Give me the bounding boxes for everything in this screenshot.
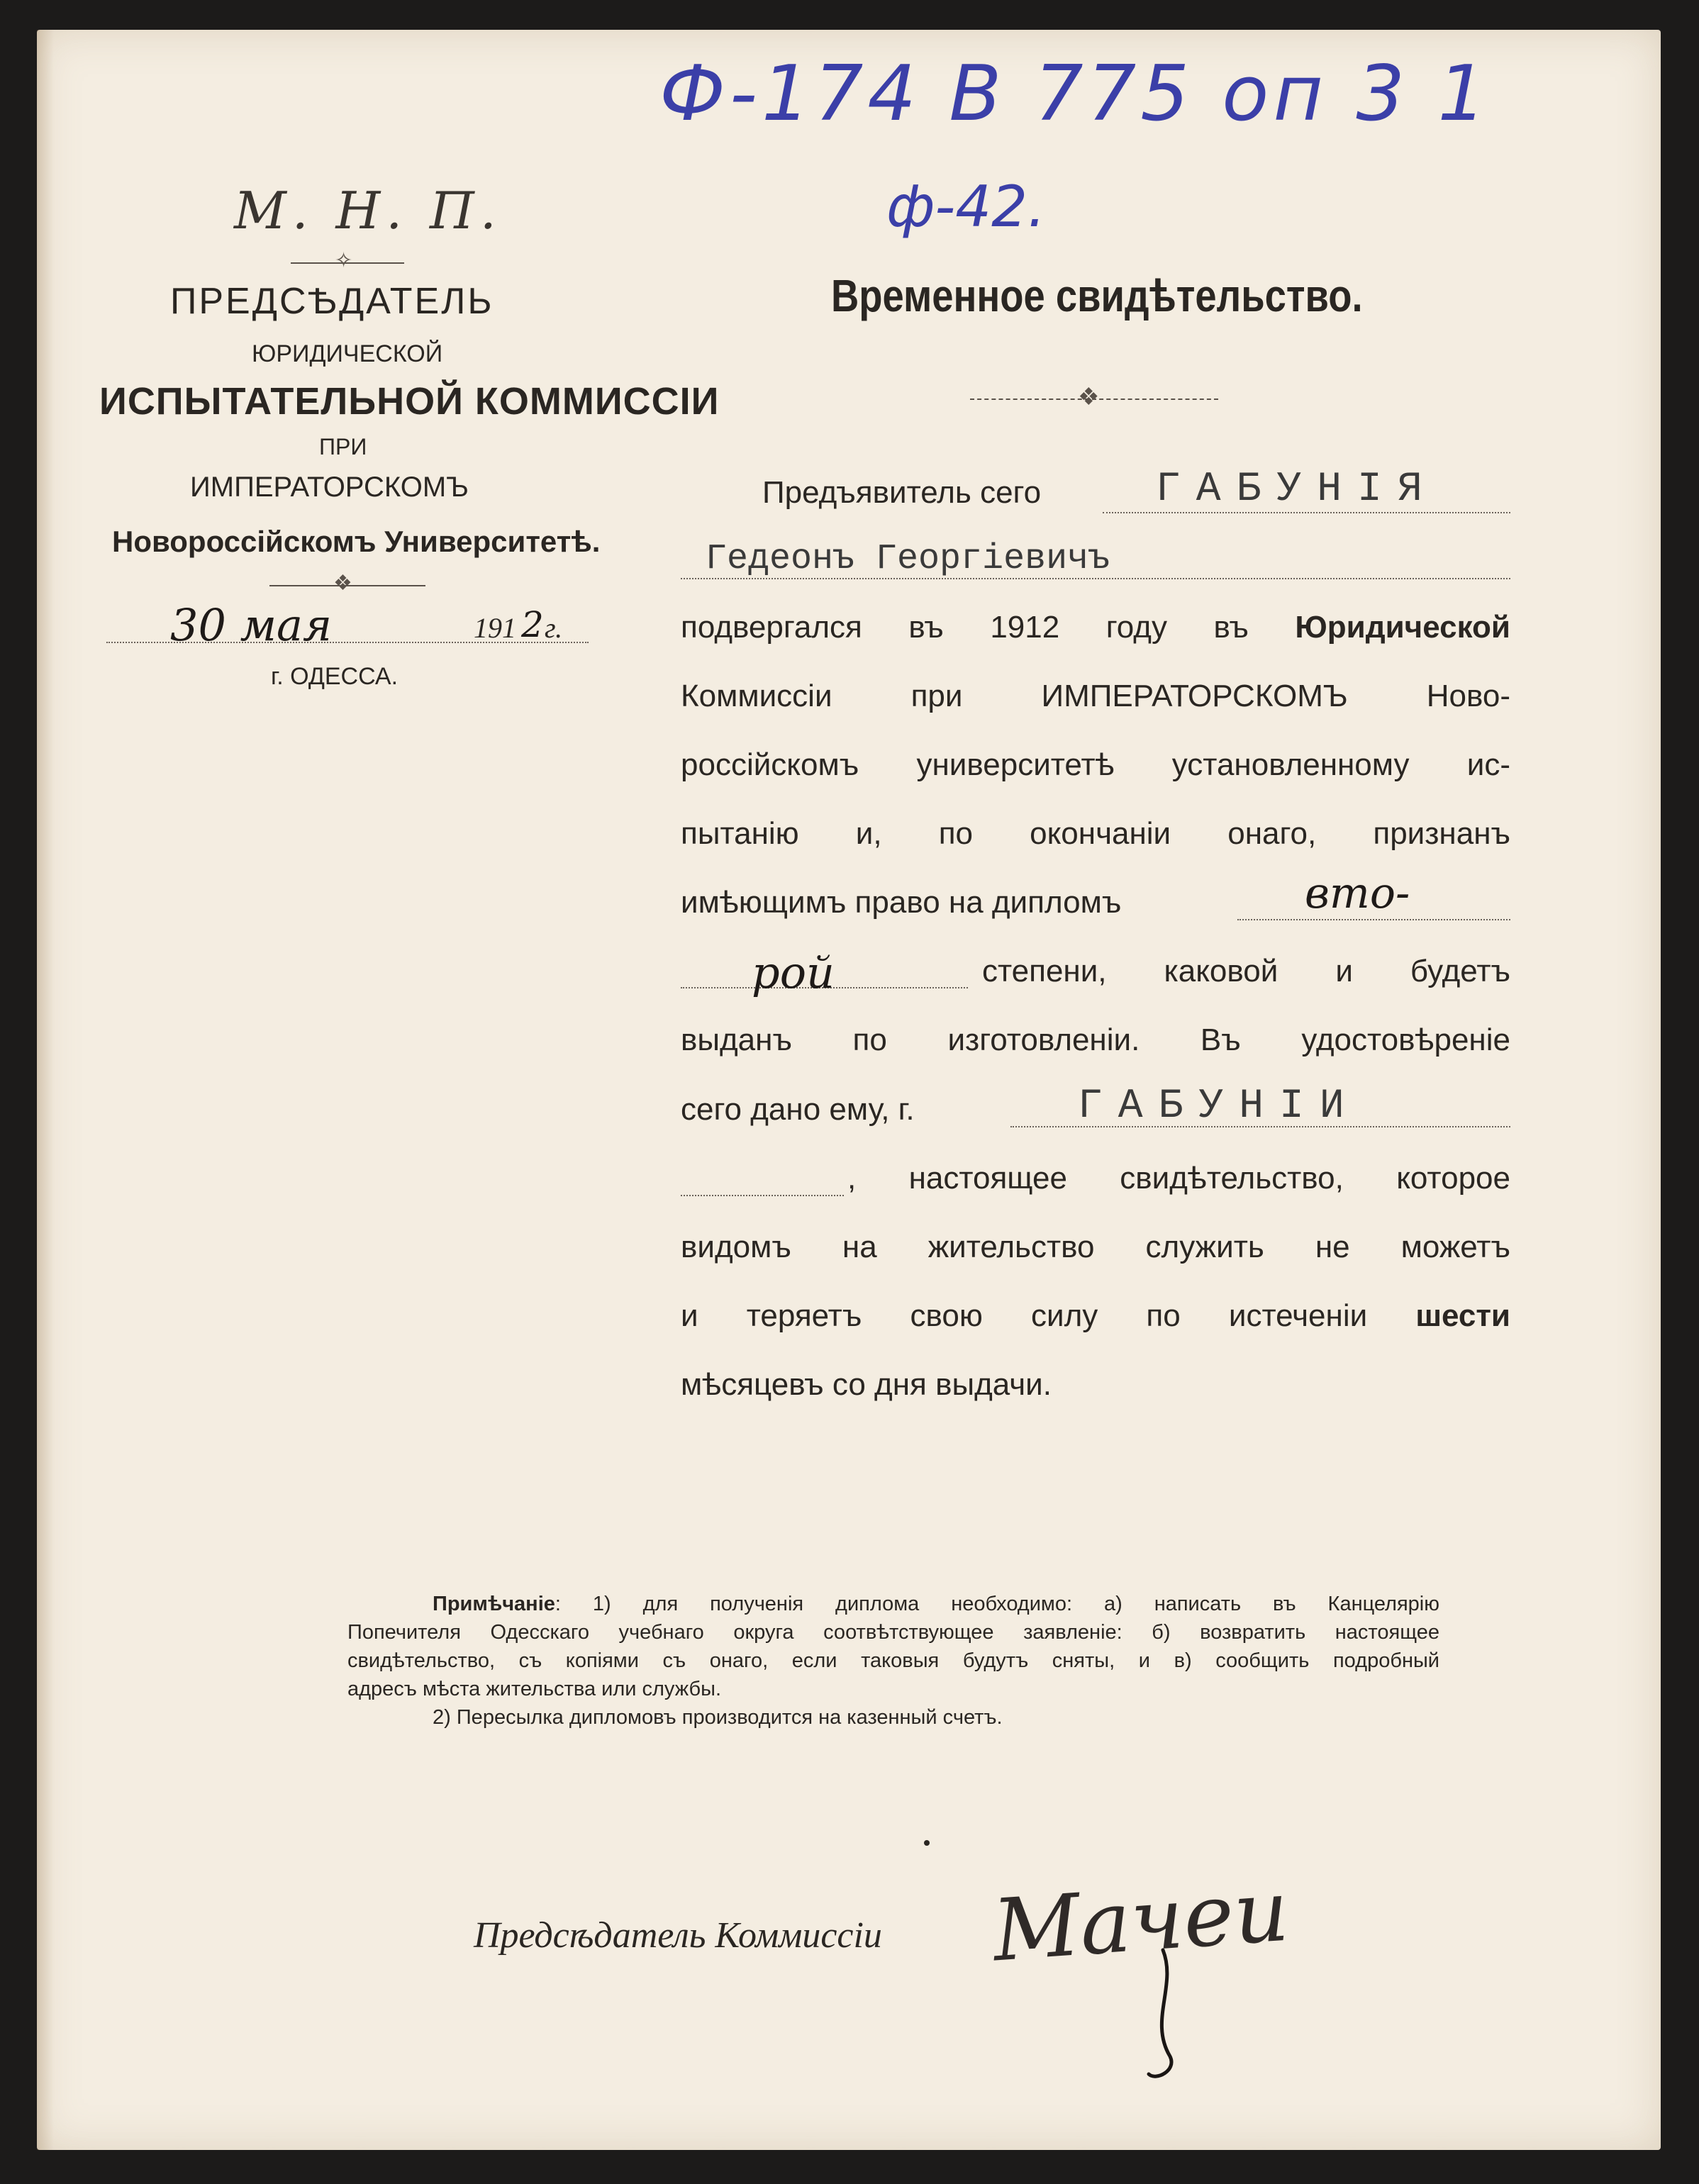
word: удостовѣреніе — [1301, 1023, 1510, 1057]
archive-reference-line2: ф-42. — [886, 174, 1046, 240]
header-line-juridical: ЮРИДИЧЕСКОЙ — [252, 340, 443, 367]
note-line-2: Попечителя Одесскаго учебнаго округа соотвѣтствующее заявленіе: б) возвратить настоящее — [347, 1621, 1439, 1644]
monogram: М. Н. П. — [234, 181, 502, 240]
header-line-chairman: ПРЕДСѢДАТЕЛЬ — [170, 281, 494, 322]
body-line-3 — [681, 610, 1510, 645]
body-line-4 — [681, 679, 1510, 714]
degree-line-1 — [1237, 919, 1510, 920]
word: выданъ — [681, 1023, 792, 1057]
ornament-glyph-2: ❖ — [333, 572, 352, 595]
header-line-university: Новороссійскомъ Университетѣ. — [112, 525, 601, 558]
word: служить — [1145, 1230, 1264, 1264]
body-line-9 — [681, 1023, 1510, 1058]
header-line-imperial: ИМПЕРАТОРСКОМЪ — [190, 472, 469, 503]
word: настоящее — [908, 1161, 1067, 1196]
archive-reference-line1: Ф-174 В 775 оп 3 1 — [659, 50, 1491, 138]
word: и, — [855, 816, 882, 851]
signature-label: Предсѣдатель Коммиссіи — [474, 1915, 882, 1956]
year-in-body: 1912 — [990, 610, 1060, 645]
word: на — [842, 1230, 877, 1264]
body-line-6 — [681, 816, 1510, 852]
body-line-11 — [847, 1161, 1510, 1196]
word: году — [1105, 610, 1167, 645]
city-label: г. ОДЕССА. — [271, 663, 399, 690]
word: по — [938, 816, 973, 851]
word: Коммиссіи — [681, 679, 832, 713]
word: при — [910, 679, 963, 713]
word: можетъ — [1400, 1230, 1510, 1264]
ink-dot — [924, 1840, 930, 1846]
word: признанъ — [1373, 816, 1510, 851]
note-label: Примѣчаніе — [433, 1593, 555, 1615]
word: университетѣ — [916, 747, 1115, 782]
word: силу — [1031, 1298, 1098, 1333]
header-line-pri: ПРИ — [319, 434, 367, 459]
word: въ — [908, 610, 944, 645]
word: россійскомъ — [681, 747, 859, 782]
word: видомъ — [681, 1230, 791, 1264]
note-line-4: адресъ мѣста жительства или службы. — [347, 1678, 721, 1700]
date-handwritten: 30 мая — [170, 599, 333, 651]
word: теряетъ — [746, 1298, 862, 1333]
word: пытанію — [681, 816, 799, 851]
word: ис- — [1466, 747, 1510, 782]
body-line-5 — [681, 747, 1510, 783]
word: и — [1335, 954, 1353, 988]
word: которое — [1396, 1161, 1510, 1196]
note-block — [347, 1590, 1439, 1732]
surname-typed: ГАБУНІЯ — [1156, 467, 1438, 513]
word: каковой — [1164, 954, 1279, 988]
word: свидѣтельство, — [1120, 1161, 1344, 1196]
word: жительство — [928, 1230, 1095, 1264]
word: установленному — [1171, 747, 1410, 782]
surname-typed-2: ГАБУНІИ — [1078, 1083, 1360, 1130]
word: и — [681, 1298, 698, 1333]
ornament-glyph: ✧ — [335, 249, 353, 272]
name-typed: Гедеонъ Георгіевичъ — [706, 539, 1110, 579]
given-to-label: сего дано ему, г. — [681, 1092, 915, 1127]
word: не — [1315, 1230, 1350, 1264]
body-line-14: мѣсяцевъ со дня выдачи. — [681, 1367, 1052, 1402]
signature-flourish-icon — [1120, 1943, 1205, 2085]
body-line-8 — [982, 954, 1510, 989]
degree-handwritten-2: рой — [752, 947, 835, 998]
header-line-commission: ИСПЫТАТЕЛЬНОЙ КОММИССІИ — [99, 380, 720, 423]
title-ornament-glyph: ❖ — [1078, 384, 1100, 411]
blank-line — [681, 1195, 844, 1196]
year-suffix: г. — [545, 612, 563, 644]
word: подвергался — [681, 610, 862, 645]
word: изготовленіи. — [947, 1023, 1140, 1057]
word: въ — [1213, 610, 1249, 645]
word: онаго, — [1227, 816, 1317, 851]
word-six: шести — [1415, 1298, 1510, 1333]
body-line-12 — [681, 1230, 1510, 1265]
note-line-5: 2) Пересылка дипломовъ производится на казенный счетъ. — [433, 1706, 1003, 1729]
word: истеченіи — [1228, 1298, 1368, 1333]
word: окончаніи — [1030, 816, 1171, 851]
note-line-3: свидѣтельство, съ копіями съ онаго, если таковыя будутъ сняты, и в) сообщить подробный — [347, 1649, 1439, 1672]
word: , — [847, 1161, 857, 1196]
word-juridical: Юридической — [1295, 610, 1510, 645]
degree-handwritten-1: вто- — [1305, 869, 1410, 918]
word: будетъ — [1410, 954, 1510, 988]
word: по — [1146, 1298, 1181, 1333]
word: Въ — [1200, 1023, 1241, 1057]
year-handwritten: 2 — [521, 604, 544, 645]
word: свою — [910, 1298, 983, 1333]
word: Ново- — [1426, 679, 1510, 713]
body-line-13 — [681, 1298, 1510, 1334]
word: степени, — [982, 954, 1107, 988]
diploma-label: имѣющимъ право на дипломъ — [681, 885, 1122, 920]
year-printed: 191 — [474, 612, 516, 644]
note-line-1 — [347, 1590, 1439, 1618]
document-title: Временное свидѣтельство. — [831, 270, 1363, 321]
signature-mark: Мачеи — [989, 1861, 1292, 1981]
presenter-label: Предъявитель сего — [762, 475, 1042, 510]
note-text-1: : 1) для полученія диплома необходимо: а) написать въ Канцелярію — [555, 1593, 1439, 1615]
word: ИМПЕРАТОРСКОМЪ — [1041, 679, 1348, 713]
word: по — [852, 1023, 887, 1057]
